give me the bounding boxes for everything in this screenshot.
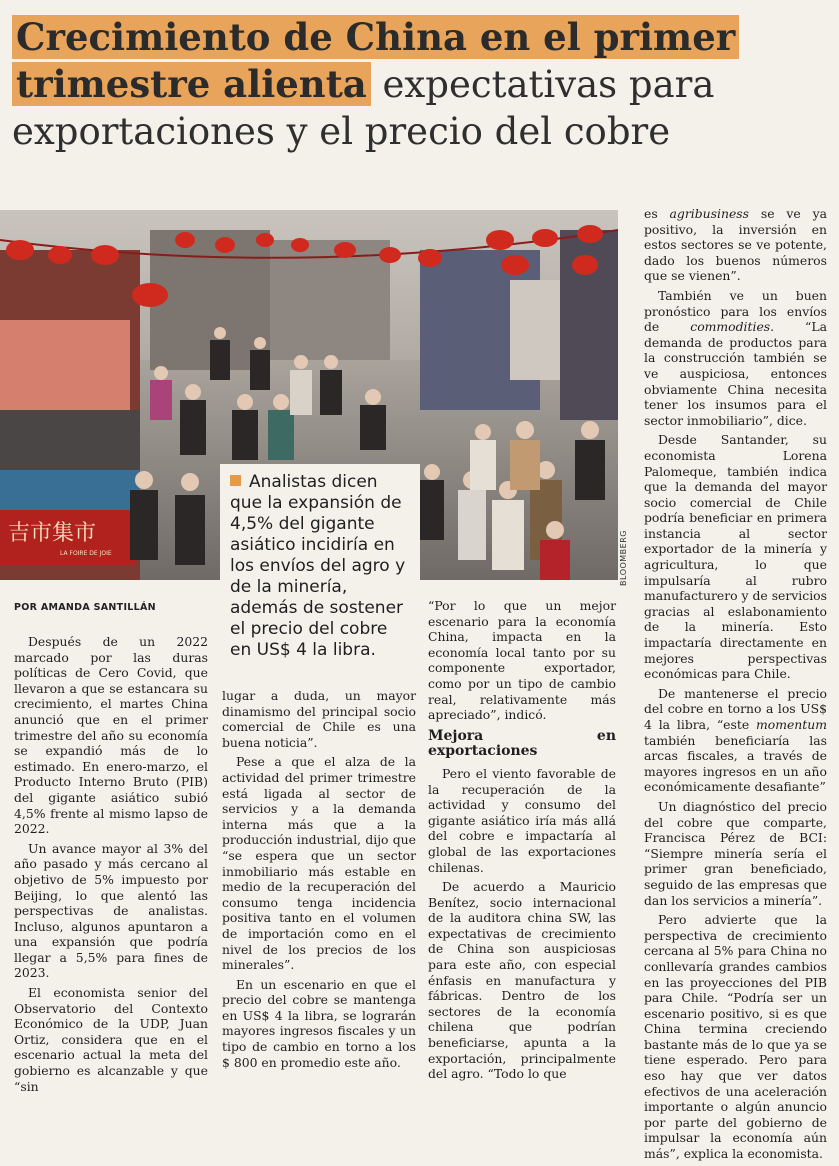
paragraph: “Por lo que un mejor escenario para la economía China, impacta en la economía local tanto por su componente exportador, como por un tipo de cambio real, relativamente más apreciado”, indicó.: [428, 598, 616, 723]
paragraph: Un diagnóstico del precio del cobre que comparte, Francisca Pérez de BCI: “Siempre minería sería el primer gran beneficiado, seguido de las empresas que dan los servicios a minería”.: [644, 798, 827, 908]
article-column-2: [222, 688, 416, 1074]
paragraph: El economista senior del Observatorio del Contexto Económico de la UDP, Juan Ortiz, considera que en el escenario actual la meta del gobierno es alcanzable y que “sin: [14, 985, 208, 1094]
article-column-4: [644, 206, 827, 1166]
paragraph: es agribusiness se ve ya positivo, la inversión en estos sectores se ve potente, dado los buenos números que se vienen”.: [644, 206, 827, 284]
byline: POR AMANDA SANTILLÁN: [14, 602, 156, 613]
shop-sign-french: LA FOIRE DE JOIE: [60, 550, 112, 557]
subheading: Mejora en exportaciones: [428, 727, 616, 760]
headline-highlighted: Crecimiento de China en el primer trimestre alienta: [12, 15, 739, 106]
paragraph: De acuerdo a Mauricio Benítez, socio internacional de la auditora china SW, las expectativas de crecimiento de China son auspiciosas para este año, con especial énfasis en manufactura y fábricas. Dentro de los sectores de la economía chilena que podrían beneficiarse, apunta a la exportación, principalmente del agro. “Todo lo que: [428, 879, 616, 1082]
paragraph: lugar a duda, un mayor dinamismo del principal socio comercial de Chile es una buena noticia”.: [222, 688, 416, 750]
paragraph: Pero advierte que la perspectiva de crecimiento cercana al 5% para China no conllevaría grandes cambios en las proyecciones del PIB para Chile. “Podría ser un escenario positivo, si es que China termina creciendo bastante más de lo que ya se tiene esperado. Pero para eso hay que ver datos efectivos de una aceleración importante o algún anuncio por parte del gobierno de impulsar la economía aún más”, explica la economista.: [644, 912, 827, 1162]
paragraph: También ve un buen pronóstico para los envíos de commodities. “La demanda de productos para la construcción también se ve auspiciosa, entonces obviamente China necesita tener los insumos para el sector inmobiliario”, dice.: [644, 287, 828, 428]
callout-bullet-icon: [230, 475, 241, 486]
paragraph: Desde Santander, su economista Lorena Palomeque, también indica que la demanda del mayor socio comercial de Chile podría beneficiar en primera instancia al sector exportador de la minería y agricultura, lo que impulsaría al rubro manufacturero y de servicios gracias al eslabonamiento de la minería. Esto impactaría directamente en mejores perspectivas económicas para Chile.: [644, 432, 827, 682]
paragraph: Después de un 2022 marcado por las duras políticas de Cero Covid, que llevaron a que se estancara su crecimiento, el martes China anunció que en el primer trimestre del año su economía se expandió más de lo estimado. En enero-marzo, el Producto Interno Bruto (PIB) del gigante asiático subió 4,5% frente al mismo lapso de 2022.: [14, 634, 208, 837]
photo-credit: BLOOMBERG: [619, 530, 628, 586]
shop-sign-chinese: 吉市集市: [8, 521, 97, 546]
paragraph: En un escenario en que el precio del cobre se mantenga en US$ 4 la libra, se lograrán mayores ingresos fiscales y un tipo de cambio en torno a los $ 800 en promedio este año.: [222, 976, 416, 1070]
headline-rest: expectativas para exportaciones y el precio del cobre: [12, 63, 715, 153]
paragraph: Pese a que el alza de la actividad del primer trimestre está ligada al sector de servicios y a la demanda interna más que a la producción industrial, dijo que “se espera que un sector inmobiliario más estable en medio de la recuperación del consumo tenga incidencia positiva tanto en el volumen de importación como en el nivel de los precios de los minerales”.: [222, 754, 416, 973]
callout-box: [220, 464, 420, 672]
paragraph: Un avance mayor al 3% del año pasado y más cercano al objetivo de 5% impuesto por Beijing, lo que alentó las perspectivas de analistas. Incluso, algunos apuntaron a una expansión que podría llegar a 5,5% para fines de 2023.: [14, 840, 208, 981]
headline: [12, 14, 832, 155]
article-column-1: [14, 634, 208, 1098]
article-column-3: [428, 598, 616, 1086]
paragraph: De mantenerse el precio del cobre en torno a los US$ 4 la libra, “este momentum también beneficiaría las arcas fiscales, a través de mayores ingresos en un año económicamente desafiante”: [644, 685, 827, 795]
callout-text: Analistas dicen que la expansión de 4,5% del gigante asiático incidiría en los envíos del agro y de la minería, además de sostener el precio del cobre en US$ 4 la libra.: [230, 472, 406, 660]
paragraph: Pero el viento favorable de la recuperación de la actividad y consumo del gigante asiático iría más allá del cobre e impactaría al global de las exportaciones chilenas.: [428, 765, 616, 875]
